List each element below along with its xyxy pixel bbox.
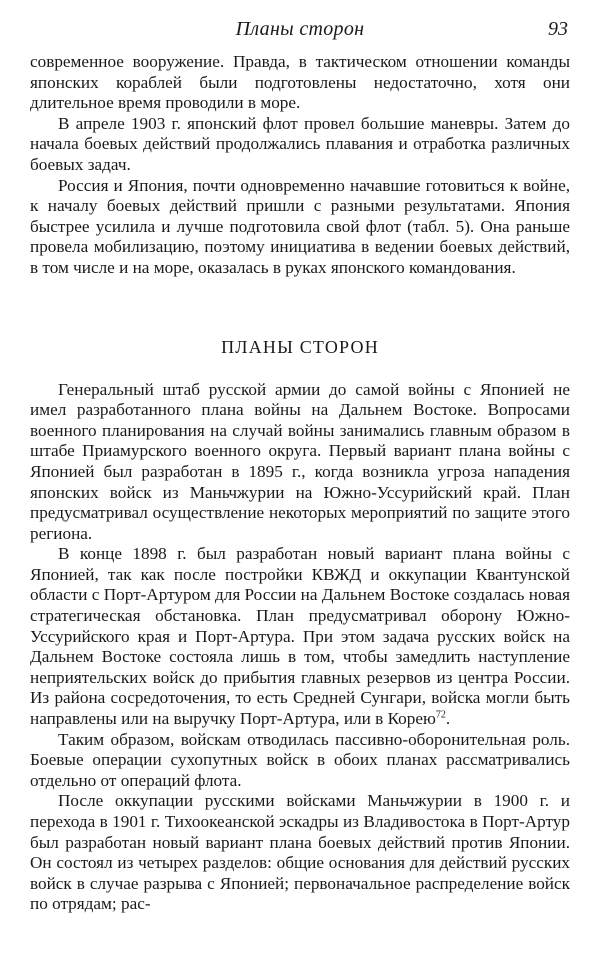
paragraph-general-staff: Генеральный штаб русской армии до самой войны с Японией не имел разработанного плана войны на Дальнем Востоке. Вопросами военного планирования на случай войны занимались главным образом в штабе Приамурского военного округа. Первый вариант плана войны с Японией был разработан в 1895 г., когда возникла угроза нападения японских войск из Маньчжурии на Южно-Уссурийский край. План предусматривал осуществление некоторых мероприятий по защите этого региона. — [30, 379, 570, 543]
paragraph-readiness: Россия и Япония, почти одновременно начавшие готовиться к войне, к началу боевых действий пришли с разными результатами. Япония быстрее усилила и лучше подготовила свой флот (табл. 5). Она раньше провела мобилизацию, поэтому инициатива в ведении боевых действий, в том числе и на море, оказалась в руках японского командования. — [30, 175, 570, 277]
paragraph-passive-role: Таким образом, войскам отводилась пассивно-оборонительная роль. Боевые операции сухопутных войск в обоих планах рассматривались отдельно от операций флота. — [30, 729, 570, 790]
section-heading: ПЛАНЫ СТОРОН — [221, 336, 379, 357]
paragraph-1898-text: В конце 1898 г. был разработан новый вариант плана войны с Японией, так как после постройки КВЖД и оккупации Квантунской области с Порт-Артуром для России на Дальнем Востоке создалась новая стратегическая обстановка. План предусматривал оборону Южно-Уссурийского края и Порт-Артура. При этом задача русских войск на Дальнем Востоке состояла лишь в том, чтобы замедлить наступление неприятельских войск до прибытия главных резервов из центра России. Из района сосредоточения, то есть Средней Сунгари, войска могли быть направлены или на выручку Порт-Артура, или в Корею — [30, 544, 570, 729]
page-number: 93 — [548, 18, 568, 40]
paragraph-maneuvers: В апреле 1903 г. японский флот провел большие маневры. Затем до начала боевых действий продолжались плавания и отработка различных боевых задач. — [30, 113, 570, 174]
paragraph-continuation: современное вооружение. Правда, в тактическом отношении команды японских кораблей были подготовлены недостаточно, хотя они длительное время проводили в море. — [30, 52, 570, 113]
running-header — [30, 18, 570, 44]
running-header-title: Планы сторон — [235, 18, 365, 40]
footnote-reference: 72 — [435, 709, 446, 721]
paragraph-1898-plan: В конце 1898 г. был разработан новый вариант плана войны с Японией, так как после постройки КВЖД и оккупации Квантунской области с Порт-Артуром для России на Дальнем Востоке создалась новая стратегическая обстановка. План предусматривал оборону Южно-Уссурийского края и Порт-Артура. При этом задача русских войск на Дальнем Востоке состояла лишь в том, чтобы замедлить наступление неприятельских войск до прибытия главных резервов из центра России. Из района сосредоточения, то есть Средней Сунгари, войска могли быть направлены или на выручку Порт-Артура, или в Корею$^{72}$. — [30, 544, 570, 729]
paragraph-1900-plan: После оккупации русскими войсками Маньчжурии в 1900 г. и перехода в 1901 г. Тихоокеанской эскадры из Владивостока в Порт-Артур был разработан новый вариант плана боевых действий против Японии. Он состоял из четырех разделов: общие основания для действий русских войск в случае разрыва с Японией; первоначальное распределение войск по отрядам; рас- — [30, 791, 570, 914]
